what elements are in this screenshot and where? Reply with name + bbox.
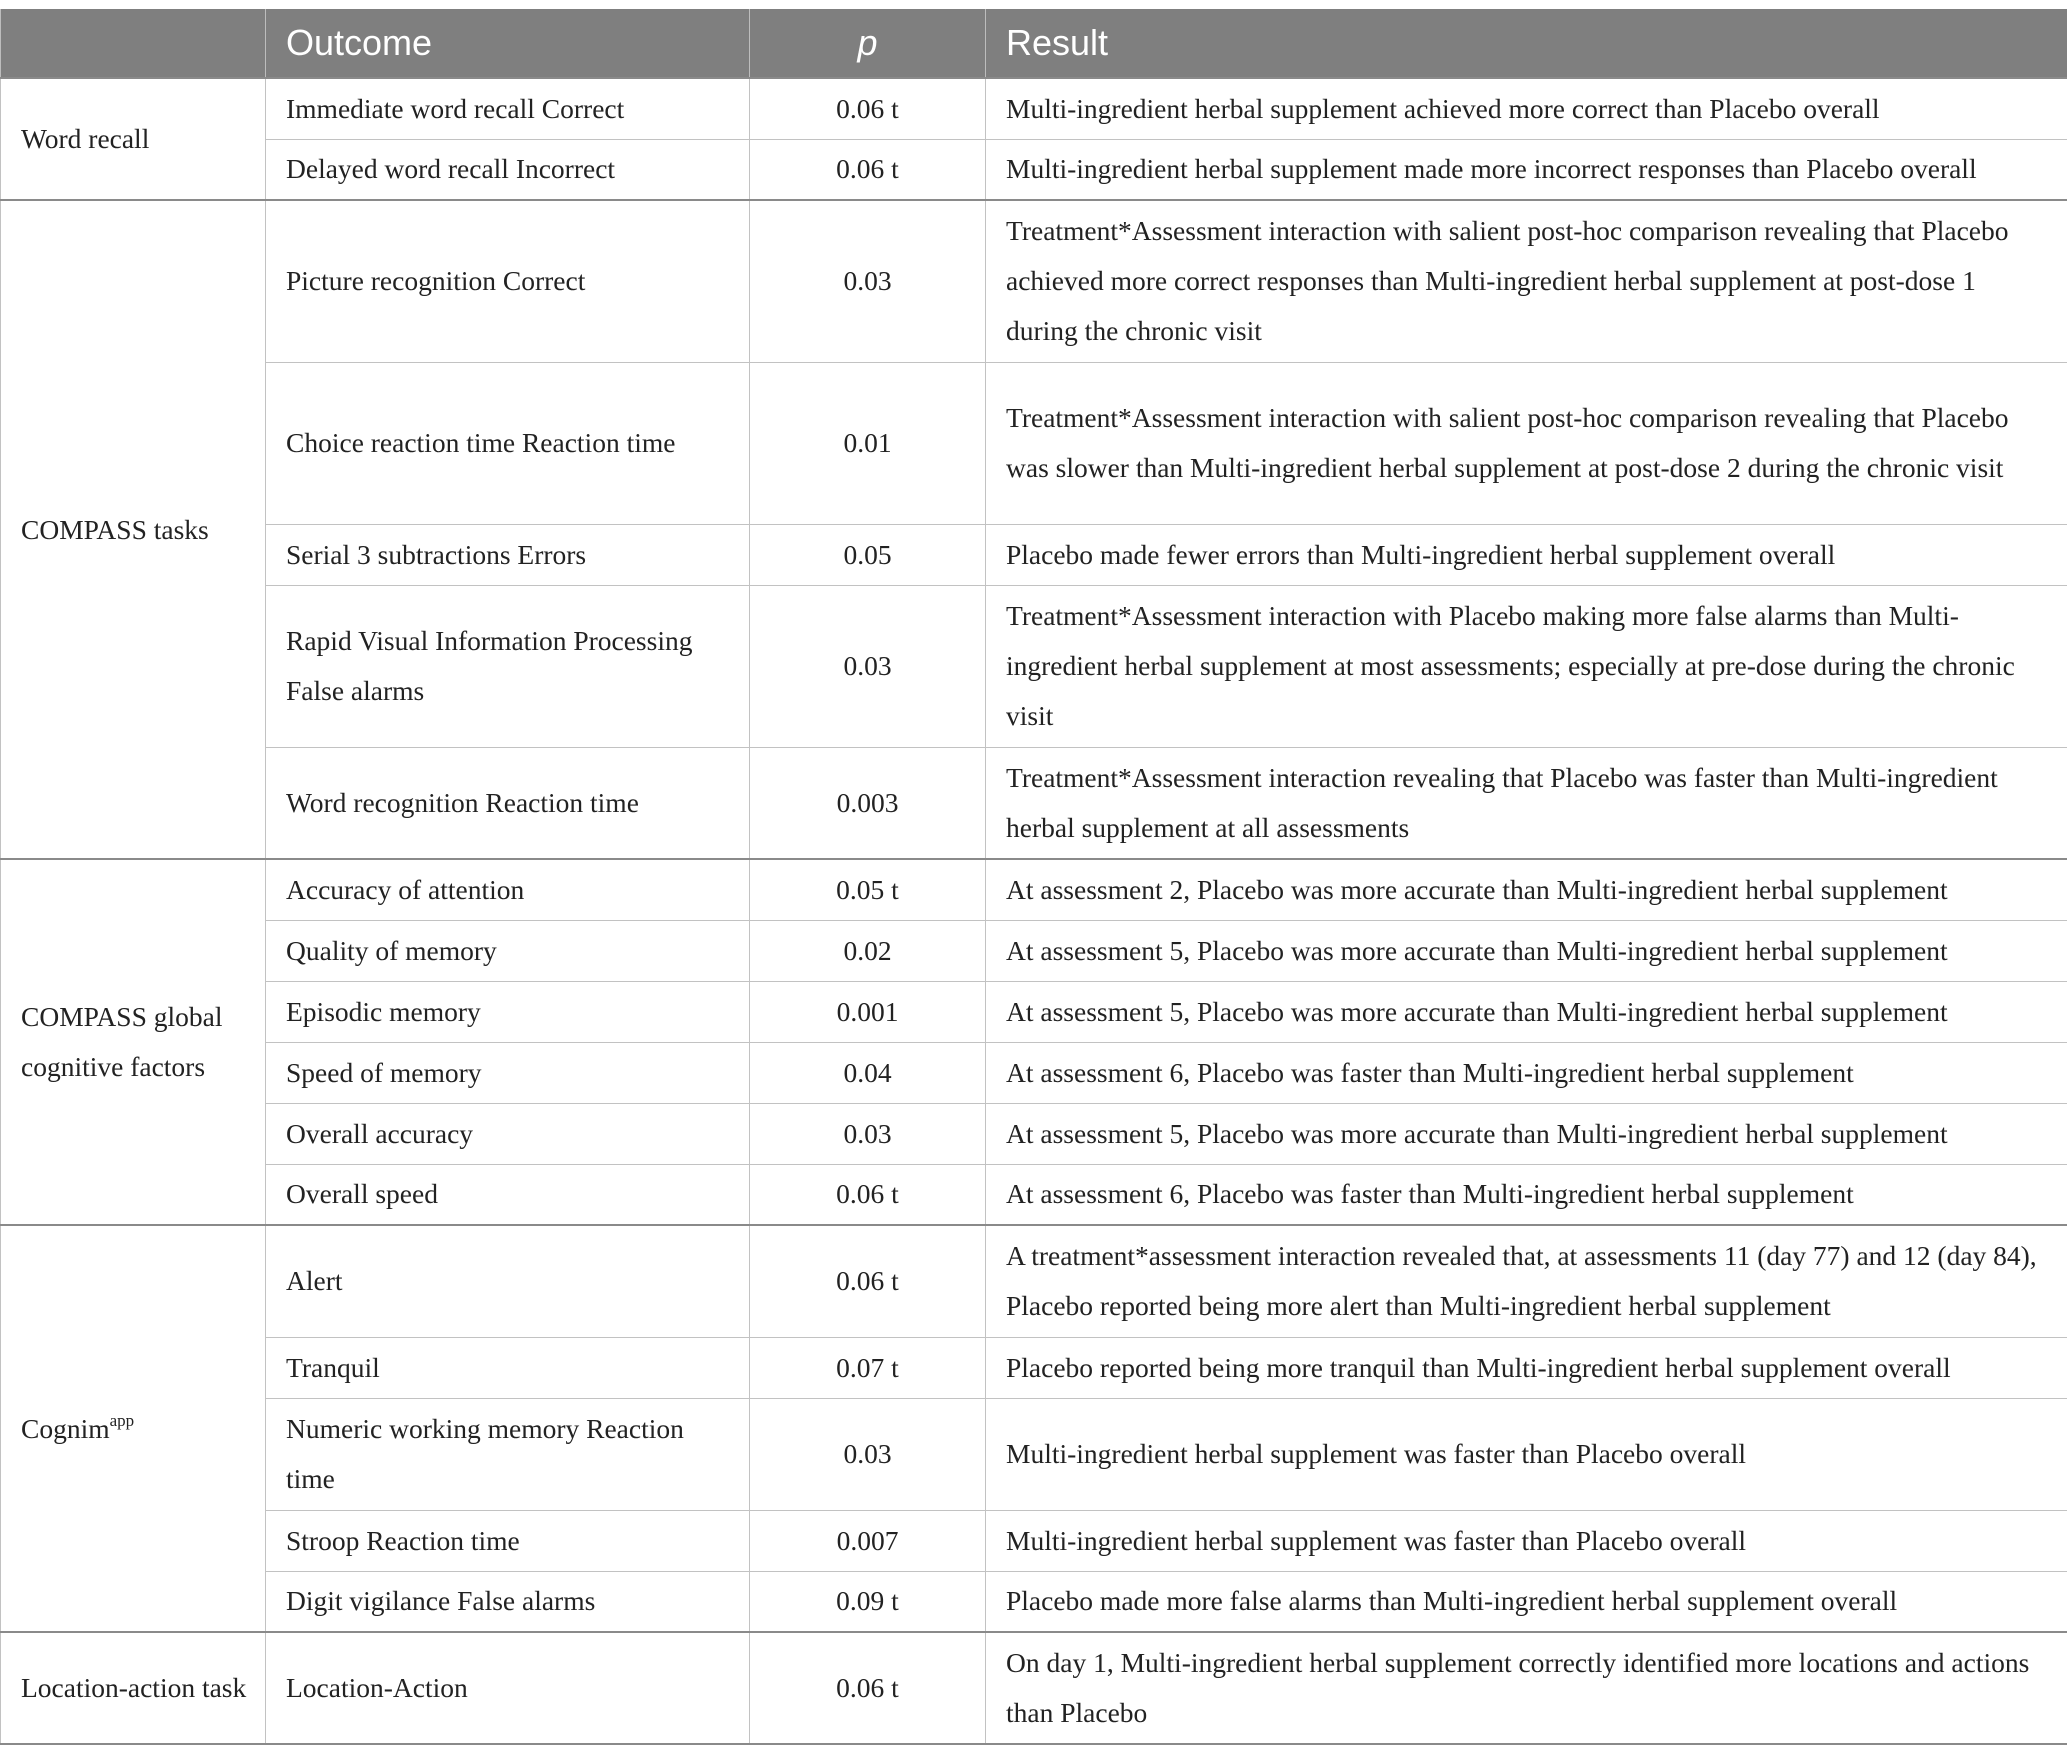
header-p: p [750,9,986,78]
table-row [1,859,2067,920]
table-row [1,362,2067,524]
p-value-cell: 0.06 t [750,1164,986,1225]
result-cell: Treatment*Assessment interaction with salient post-hoc comparison revealing that Placebo was slower than Multi-ingredient herbal supplement at post-dose 2 during the chronic visit [986,362,2067,524]
table-body [1,78,2067,1744]
group-cognim-superscript: app [109,1410,135,1430]
result-cell: At assessment 2, Placebo was more accurate than Multi-ingredient herbal supplement [986,859,2067,920]
outcome-cell: Tranquil [266,1337,750,1398]
p-value-cell: 0.03 [750,200,986,362]
p-value-cell: 0.03 [750,1103,986,1164]
p-value-cell: 0.09 t [750,1571,986,1632]
header-row [1,9,2067,78]
header-group [1,9,266,78]
p-value-cell: 0.05 [750,524,986,585]
table-row [1,1510,2067,1571]
outcome-cell: Stroop Reaction time [266,1510,750,1571]
table-row [1,1042,2067,1103]
result-cell: Multi-ingredient herbal supplement was faster than Placebo overall [986,1398,2067,1510]
table-row [1,585,2067,747]
table-row [1,1225,2067,1337]
outcome-cell: Location-Action [266,1632,750,1744]
table-row [1,78,2067,139]
table-row [1,1398,2067,1510]
result-cell: Placebo made fewer errors than Multi-ingredient herbal supplement overall [986,524,2067,585]
p-value-cell: 0.007 [750,1510,986,1571]
result-cell: At assessment 6, Placebo was faster than Multi-ingredient herbal supplement [986,1042,2067,1103]
outcome-cell: Immediate word recall Correct [266,78,750,139]
table-row [1,139,2067,200]
result-cell: Multi-ingredient herbal supplement made more incorrect responses than Placebo overall [986,139,2067,200]
table-row [1,1164,2067,1225]
table-row [1,1571,2067,1632]
result-cell: Placebo reported being more tranquil than Multi-ingredient herbal supplement overall [986,1337,2067,1398]
table-row [1,524,2067,585]
outcome-cell: Numeric working memory Reaction time [266,1398,750,1510]
p-value-cell: 0.06 t [750,1225,986,1337]
group-compass-tasks: COMPASS tasks [1,200,266,859]
result-cell: Treatment*Assessment interaction revealing that Placebo was faster than Multi-ingredient herbal supplement at all assessments [986,747,2067,859]
outcome-cell: Word recognition Reaction time [266,747,750,859]
table-header [1,9,2067,78]
result-cell: A treatment*assessment interaction revealed that, at assessments 11 (day 77) and 12 (day 84), Placebo reported being more alert than Multi-ingredient herbal supplement [986,1225,2067,1337]
outcome-cell: Speed of memory [266,1042,750,1103]
outcome-cell: Accuracy of attention [266,859,750,920]
outcome-cell: Overall speed [266,1164,750,1225]
p-value-cell: 0.03 [750,1398,986,1510]
outcome-cell: Choice reaction time Reaction time [266,362,750,524]
result-cell: At assessment 6, Placebo was faster than Multi-ingredient herbal supplement [986,1164,2067,1225]
outcome-cell: Overall accuracy [266,1103,750,1164]
outcome-cell: Quality of memory [266,920,750,981]
p-value-cell: 0.001 [750,981,986,1042]
p-value-cell: 0.07 t [750,1337,986,1398]
group-compass-global: COMPASS global cognitive factors [1,859,266,1225]
result-cell: At assessment 5, Placebo was more accurate than Multi-ingredient herbal supplement [986,1103,2067,1164]
p-value-cell: 0.05 t [750,859,986,920]
outcome-cell: Picture recognition Correct [266,200,750,362]
result-cell: Treatment*Assessment interaction with Placebo making more false alarms than Multi-ingredient herbal supplement at most assessments; especially at pre-dose during the chronic visit [986,585,2067,747]
table-row [1,200,2067,362]
p-value-cell: 0.06 t [750,78,986,139]
table-row [1,1103,2067,1164]
p-value-cell: 0.01 [750,362,986,524]
group-cognim [1,1225,266,1632]
outcome-cell: Digit vigilance False alarms [266,1571,750,1632]
p-value-cell: 0.06 t [750,139,986,200]
results-table-container [0,9,2067,1745]
header-result: Result [986,9,2067,78]
outcome-cell: Rapid Visual Information Processing False alarms [266,585,750,747]
result-cell: Multi-ingredient herbal supplement was faster than Placebo overall [986,1510,2067,1571]
p-value-cell: 0.06 t [750,1632,986,1744]
outcome-cell: Alert [266,1225,750,1337]
table-row [1,981,2067,1042]
result-cell: Multi-ingredient herbal supplement achieved more correct than Placebo overall [986,78,2067,139]
p-value-cell: 0.003 [750,747,986,859]
result-cell: Treatment*Assessment interaction with salient post-hoc comparison revealing that Placebo achieved more correct responses than Multi-ingredient herbal supplement at post-dose 1 during the chronic visit [986,200,2067,362]
outcome-cell: Delayed word recall Incorrect [266,139,750,200]
table-row [1,1632,2067,1744]
p-value-cell: 0.04 [750,1042,986,1103]
result-cell: Placebo made more false alarms than Multi-ingredient herbal supplement overall [986,1571,2067,1632]
result-cell: At assessment 5, Placebo was more accurate than Multi-ingredient herbal supplement [986,981,2067,1042]
outcome-cell: Episodic memory [266,981,750,1042]
results-table [0,9,2067,1745]
table-row [1,1337,2067,1398]
p-value-cell: 0.02 [750,920,986,981]
table-row [1,747,2067,859]
result-cell: At assessment 5, Placebo was more accurate than Multi-ingredient herbal supplement [986,920,2067,981]
p-value-cell: 0.03 [750,585,986,747]
group-cognim-label: Cognim [21,1412,110,1444]
result-cell: On day 1, Multi-ingredient herbal supplement correctly identified more locations and actions than Placebo [986,1632,2067,1744]
outcome-cell: Serial 3 subtractions Errors [266,524,750,585]
group-location-action: Location-action task [1,1632,266,1744]
header-outcome: Outcome [266,9,750,78]
table-row [1,920,2067,981]
group-word-recall: Word recall [1,78,266,200]
